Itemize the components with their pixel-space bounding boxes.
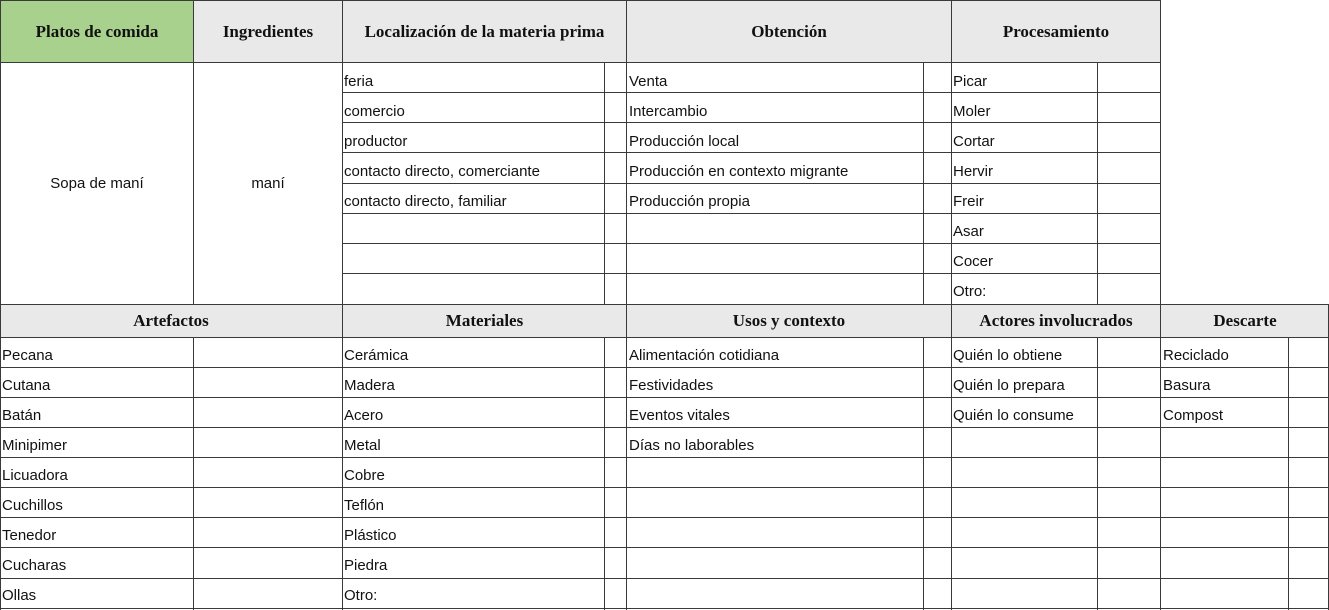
grid-line [1097,337,1098,610]
grid-line [0,337,1329,338]
material-item: Otro: [344,586,378,604]
localizacion-item [342,276,604,306]
uso-item [627,460,923,490]
descarte-item [1161,460,1287,490]
uso-item: Alimentación cotidiana [629,346,780,364]
descarte-item [1161,580,1287,610]
obtencion-item: Producción en contexto migrante [629,162,849,180]
descarte-item: Basura [1163,376,1211,394]
localizacion-item: feria [344,72,374,90]
header-ingredientes: Ingredientes [194,0,342,63]
header-descarte: Descarte [1161,304,1329,337]
material-item: Madera [344,376,395,394]
grid-line [342,152,1161,153]
grid-line [923,337,924,610]
grid-line [342,273,1161,274]
actor-item [951,460,1097,490]
material-item: Piedra [344,556,388,574]
grid-line [0,0,1161,1]
actor-item: Quién lo obtiene [953,346,1063,364]
grid-line [1097,62,1098,304]
uso-item: Días no laborables [629,436,755,454]
uso-item: Festividades [629,376,714,394]
grid-line [342,0,343,610]
actor-item [951,520,1097,550]
descarte-item: Compost [1163,406,1224,424]
procesamiento-item: Cocer [953,252,994,270]
grid-line [0,0,1,610]
grid-line [1160,0,1161,610]
grid-line [0,397,1329,398]
grid-line [0,367,1329,368]
actor-item: Quién lo consume [953,406,1074,424]
header-procesamiento: Procesamiento [951,0,1161,63]
procesamiento-item: Otro: [953,282,987,300]
procesamiento-item: Freir [953,192,984,210]
material-item: Metal [344,436,381,454]
artefacto-item: Cutana [2,376,51,394]
grid-line [193,0,194,304]
uso-item [627,520,923,550]
descarte-item: Reciclado [1163,346,1229,364]
grid-line [342,213,1161,214]
grid-line [0,457,1329,458]
localizacion-item [342,216,604,246]
artefacto-item: Cuchillos [2,496,63,514]
procesamiento-item: Moler [953,102,991,120]
grid-line [342,183,1161,184]
grid-line [1288,337,1289,610]
plato-cell: Sopa de maní [50,175,144,192]
descarte-item [1161,430,1287,460]
grid-line [193,337,194,610]
localizacion-item [342,246,604,276]
obtencion-item [627,246,923,276]
grid-line [923,62,924,304]
artefacto-item: Pecana [2,346,53,364]
grid-line [951,0,952,610]
grid-line [0,304,1329,305]
obtencion-item: Producción local [629,132,740,150]
uso-item: Eventos vitales [629,406,730,424]
procesamiento-item: Picar [953,72,988,90]
localizacion-item: contacto directo, familiar [344,192,507,210]
grid-line [0,487,1329,488]
descarte-item [1161,550,1287,580]
artefacto-item: Batán [2,406,42,424]
descarte-item [1161,490,1287,520]
grid-line [342,122,1161,123]
artefacto-item: Minipimer [2,436,68,454]
localizacion-item: contacto directo, comerciante [344,162,540,180]
ingrediente-cell: maní [251,175,285,192]
artefacto-item: Cucharas [2,556,67,574]
header-artefactos: Artefactos [0,304,342,337]
actor-item [951,430,1097,460]
material-item: Teflón [344,496,385,514]
obtencion-item [627,216,923,246]
actor-item [951,550,1097,580]
artefacto-item: Ollas [2,586,37,604]
artefacto-item: Licuadora [2,466,68,484]
header-platos: Platos de comida [0,0,194,63]
material-item: Plástico [344,526,397,544]
grid-line [0,517,1329,518]
obtencion-item [627,276,923,306]
actor-item [951,490,1097,520]
uso-item [627,580,923,610]
obtencion-item: Venta [629,72,668,90]
material-item: Cobre [344,466,385,484]
uso-item [627,490,923,520]
actor-item: Quién lo prepara [953,376,1065,394]
localizacion-item: comercio [344,102,405,120]
grid-line [0,427,1329,428]
localizacion-item: productor [344,132,408,150]
obtencion-item: Intercambio [629,102,708,120]
obtencion-item: Producción propia [629,192,750,210]
artefacto-item: Tenedor [2,526,57,544]
grid-line [0,547,1329,548]
grid-line [604,337,605,610]
procesamiento-item: Cortar [953,132,995,150]
header-actores: Actores involucrados [951,304,1161,337]
grid-line [342,92,1161,93]
material-item: Cerámica [344,346,409,364]
grid-line [604,62,605,304]
material-item: Acero [344,406,384,424]
procesamiento-item: Asar [953,222,984,240]
actor-item [951,580,1097,610]
grid-line [342,243,1161,244]
header-localizacion: Localización de la materia prima [342,0,627,63]
grid-line [0,62,1161,63]
header-obtencion: Obtención [627,0,951,63]
uso-item [627,550,923,580]
grid-line [0,608,1329,609]
grid-line [626,0,627,610]
header-materiales: Materiales [342,304,627,337]
grid-line [0,578,1329,579]
header-usos: Usos y contexto [627,304,951,337]
descarte-item [1161,520,1287,550]
procesamiento-item: Hervir [953,162,993,180]
